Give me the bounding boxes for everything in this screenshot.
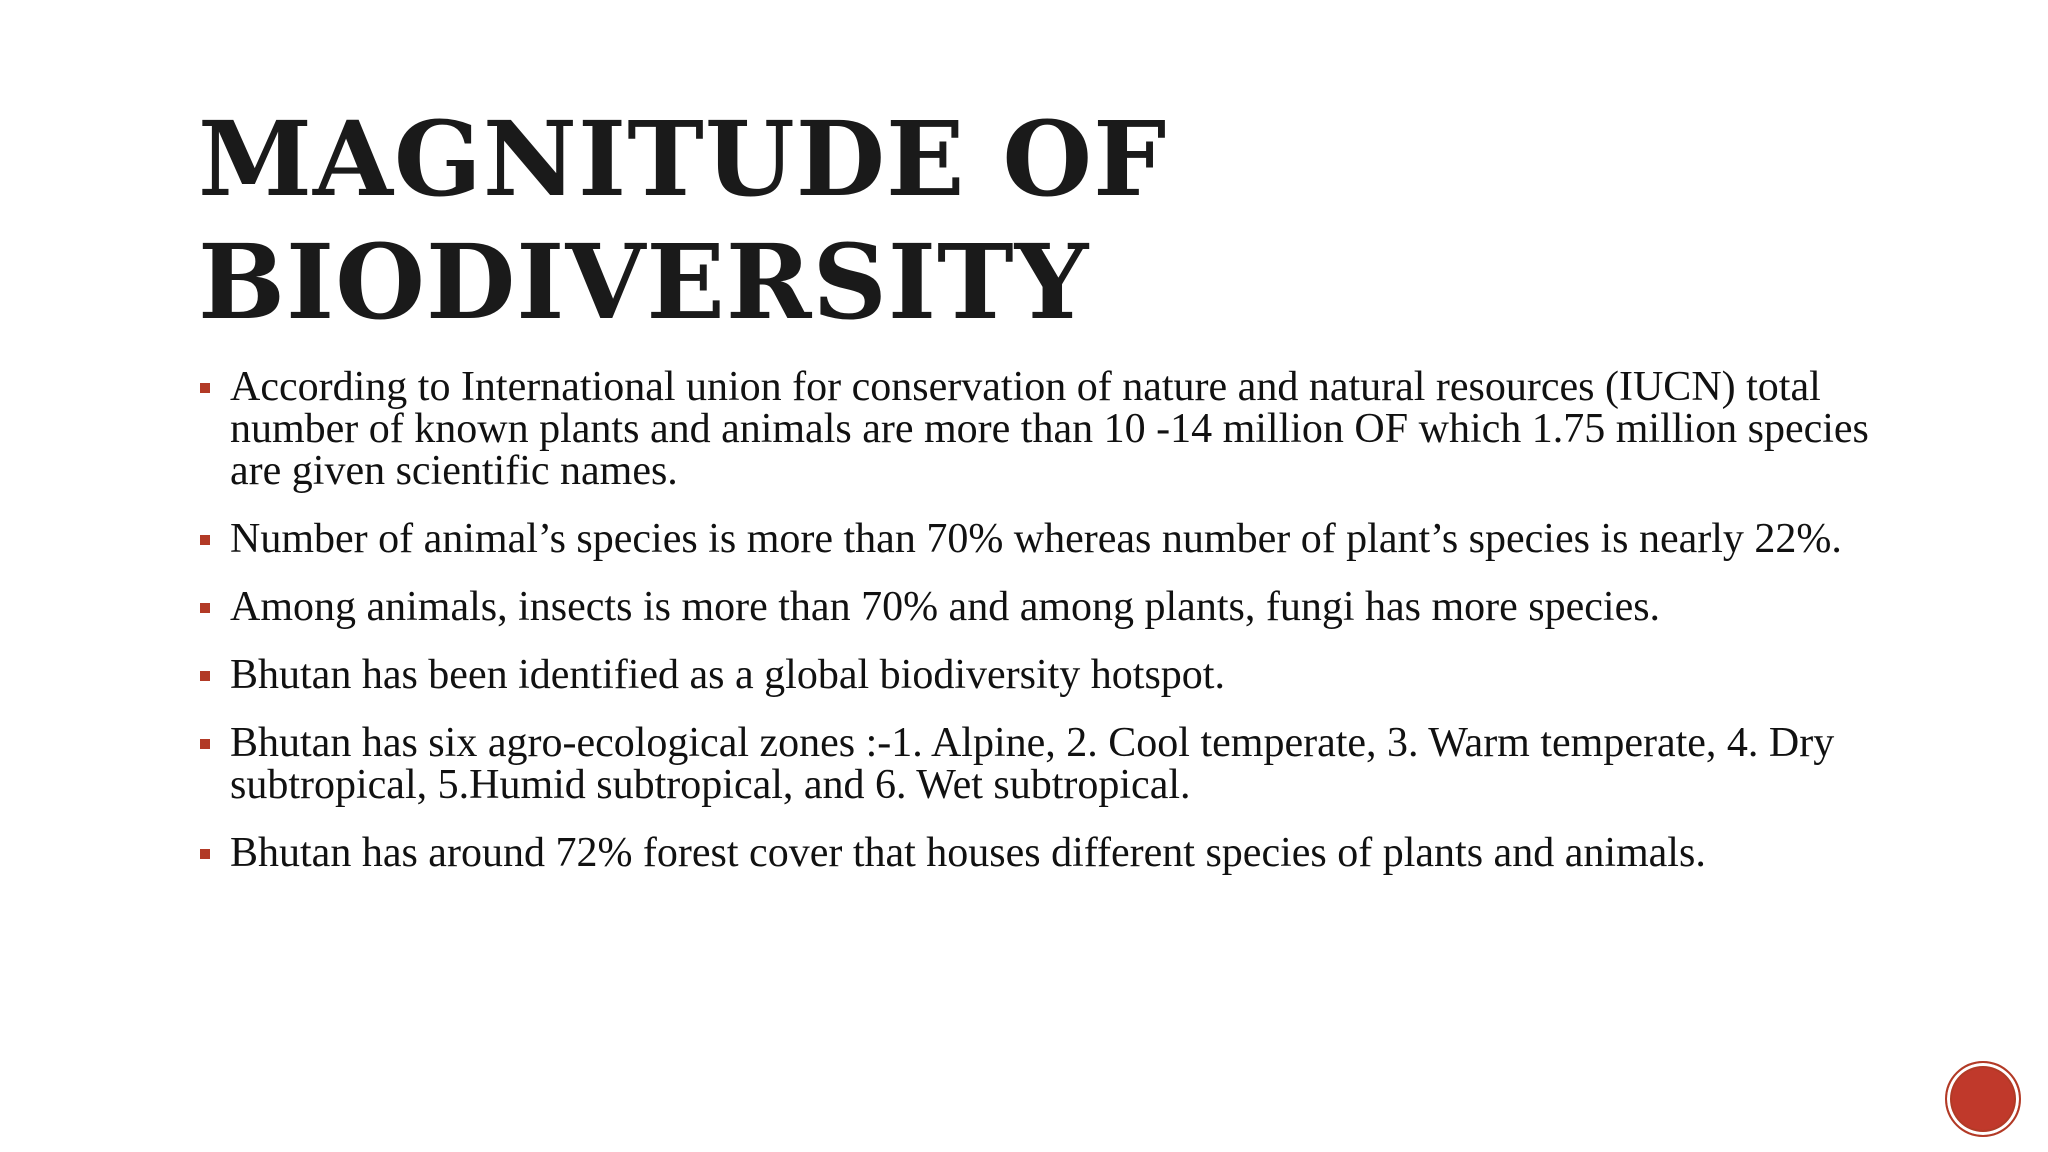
bullet-item bbox=[198, 366, 1898, 492]
slide-title-line-1: MAGNITUDE OF bbox=[198, 99, 1168, 220]
slide-title-line-2: BIODIVERSITY bbox=[198, 222, 1090, 343]
bullet-square-icon bbox=[200, 671, 210, 681]
bullet-list bbox=[198, 366, 1898, 900]
slide-title bbox=[198, 98, 1167, 344]
bullet-square-icon bbox=[200, 383, 210, 393]
bullet-text: Bhutan has six agro-ecological zones :-1. Alpine, 2. Cool temperate, 3. Warm temperate, 4. Dry subtropical, 5.Humid subtropical, and 6. Wet subtropical. bbox=[230, 720, 1835, 808]
bullet-square-icon bbox=[200, 603, 210, 613]
bullet-text: Among animals, insects is more than 70% and among plants, fungi has more species. bbox=[230, 584, 1661, 630]
bullet-item bbox=[198, 586, 1898, 628]
bullet-item bbox=[198, 722, 1898, 806]
bullet-item bbox=[198, 654, 1898, 696]
bullet-text: Number of animal’s species is more than 70% whereas number of plant’s species is nearly 22%. bbox=[230, 516, 1842, 562]
bullet-square-icon bbox=[200, 849, 210, 859]
bullet-text: Bhutan has around 72% forest cover that houses different species of plants and animals. bbox=[230, 830, 1706, 876]
bullet-text: Bhutan has been identified as a global biodiversity hotspot. bbox=[230, 652, 1225, 698]
bullet-item bbox=[198, 518, 1898, 560]
bullet-text: According to International union for conservation of nature and natural resources (IUCN) total number of known plants and animals are more than 10 -14 million OF which 1.75 million species are given scientific names. bbox=[230, 364, 1869, 494]
bullet-square-icon bbox=[200, 535, 210, 545]
slide-nav-circle-icon[interactable] bbox=[1945, 1061, 2021, 1137]
bullet-square-icon bbox=[200, 739, 210, 749]
bullet-item bbox=[198, 832, 1898, 874]
